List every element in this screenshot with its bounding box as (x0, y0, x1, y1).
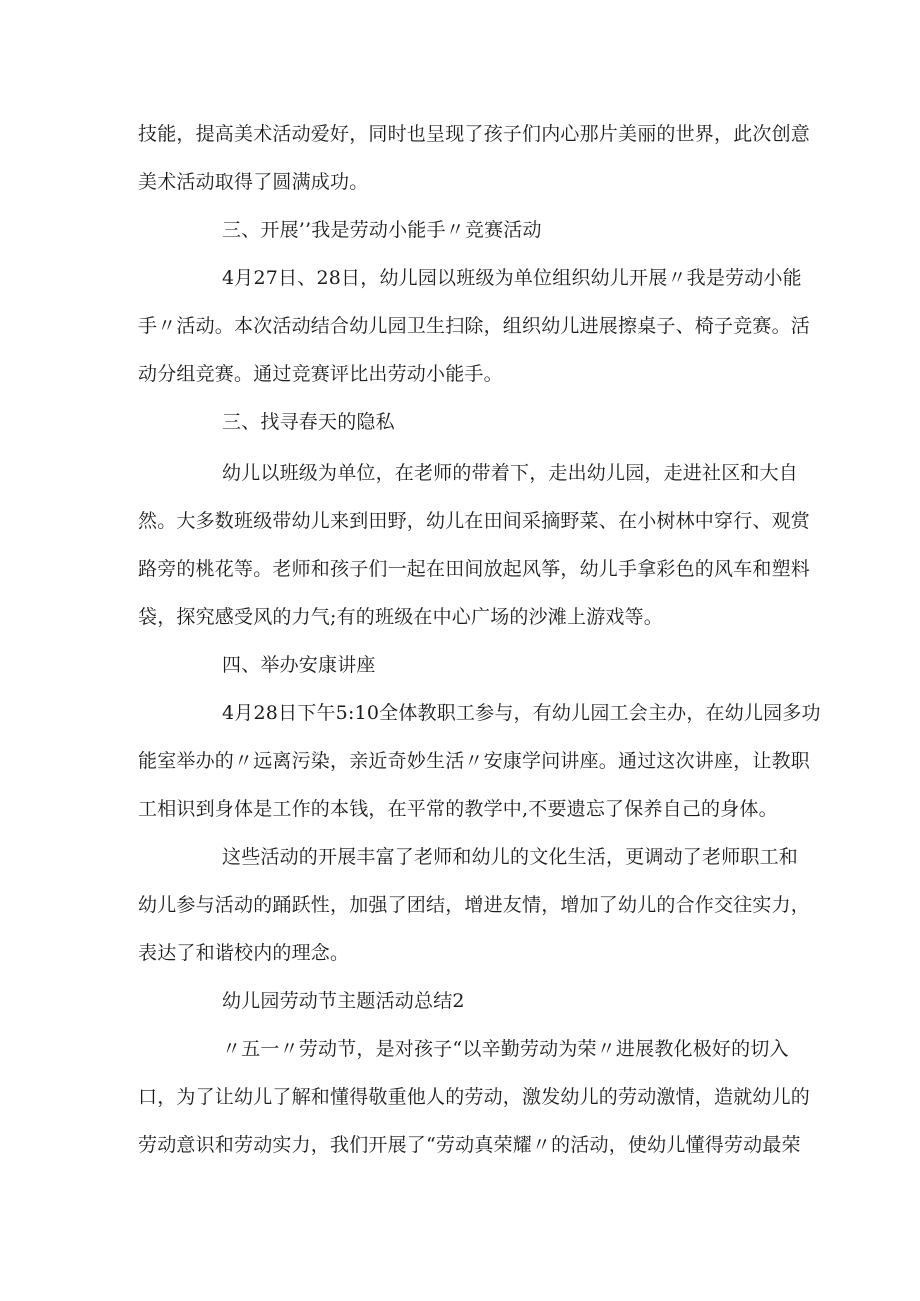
paragraph-line: 手〃活动。本次活动结合幼儿园卫生扫除，组织幼儿进展擦桌子、椅子竞赛。活 (138, 315, 811, 337)
paragraph-line: 〃五一〃劳动节，是对孩子“以辛勤劳动为荣〃进展教化极好的切入 (222, 1038, 789, 1060)
section-heading: 三、开展’’我是劳动小能手〃竞赛活动 (222, 219, 542, 241)
section-heading: 三、找寻春天的隐私 (222, 411, 395, 433)
paragraph-line: 工相识到身体是工作的本钱，在平常的教学中,不要遗忘了保养自己的身体。 (138, 798, 778, 820)
paragraph-line: 4月27日、28日，幼儿园以班级为单位组织幼儿开展〃我是劳动小能 (222, 267, 802, 289)
paragraph-line: 幼儿以班级为单位，在老师的带着下，走出幼儿园，走进社区和大自 (222, 462, 799, 484)
paragraph-line: 技能，提高美术活动爱好，同时也呈现了孩子们内心那片美丽的世界，此次创意 (138, 123, 811, 145)
section-heading: 四、举办安康讲座 (222, 654, 376, 676)
paragraph-line: 幼儿参与活动的踊跃性，加强了团结，增进友情，增加了幼儿的合作交往实力， (138, 894, 811, 916)
paragraph-line: 能室举办的〃远离污染，亲近奇妙生活〃安康学问讲座。通过这次讲座，让教职 (138, 750, 811, 772)
paragraph-line: 4月28日下午5:10全体教职工参与，有幼儿园工会主办，在幼儿园多功 (222, 702, 821, 724)
paragraph-line: 袋，探究感受风的力气;有的班级在中心广场的沙滩上游戏等。 (138, 606, 664, 628)
section-heading: 幼儿园劳动节主题活动总结2 (222, 990, 465, 1012)
paragraph-line: 这些活动的开展丰富了老师和幼儿的文化生活，更调动了老师职工和 (222, 846, 799, 868)
paragraph-line: 口，为了让幼儿了解和懂得敬重他人的劳动，激发幼儿的劳动激情，造就幼儿的 (138, 1086, 811, 1108)
paragraph-line: 然。大多数班级带幼儿来到田野，幼儿在田间采摘野菜、在小树林中穿行、观赏 (138, 510, 811, 532)
paragraph-line: 动分组竞赛。通过竞赛评比出劳动小能手。 (138, 363, 503, 385)
paragraph-line: 表达了和谐校内的理念。 (138, 942, 350, 964)
paragraph-line: 劳动意识和劳动实力，我们开展了“劳动真荣耀〃的活动，使幼儿懂得劳动最荣 (138, 1134, 801, 1156)
paragraph-line: 路旁的桃花等。老师和孩子们一起在田间放起风筝，幼儿手拿彩色的风车和塑料 (138, 558, 811, 580)
paragraph-line: 美术活动取得了圆满成功。 (138, 171, 369, 193)
